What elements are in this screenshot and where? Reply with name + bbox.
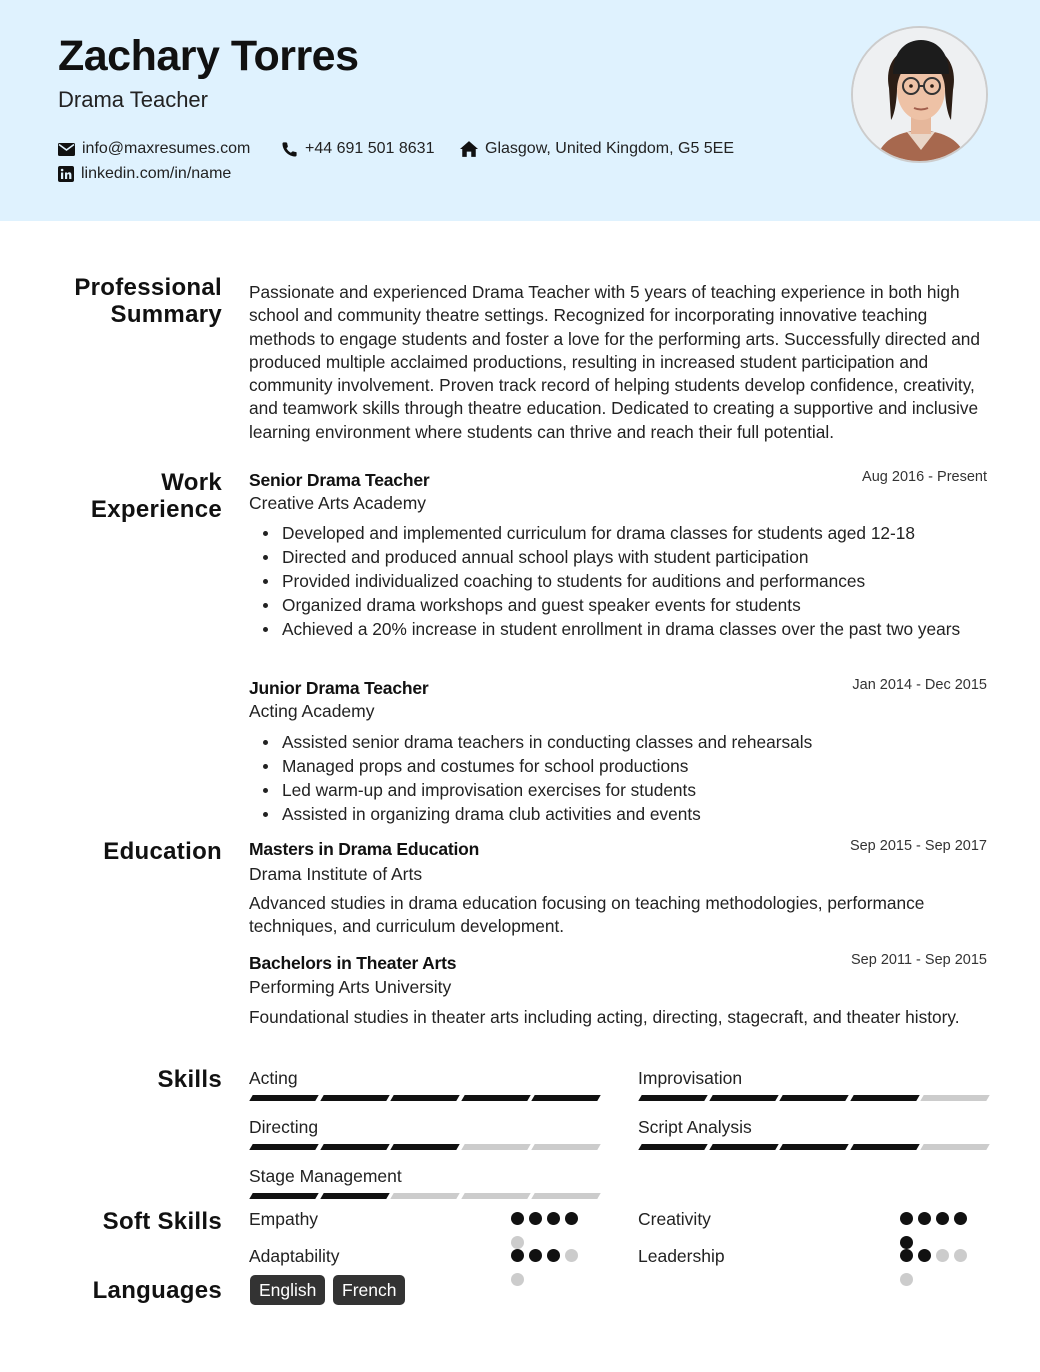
skill-level-segment — [249, 1095, 318, 1101]
section-heading-skills: Skills — [157, 1066, 222, 1093]
rating-dot — [936, 1212, 949, 1225]
list-item: Provided individualized coaching to students for auditions and performances — [263, 569, 1003, 593]
soft-skill-name: Adaptability — [249, 1246, 340, 1266]
list-item: Assisted in organizing drama club activities and events — [263, 802, 1003, 826]
edu-description: Foundational studies in theater arts including acting, directing, stagecraft, and theater history. — [249, 1007, 960, 1027]
job-bullet-list — [263, 521, 1003, 641]
list-item: Developed and implemented curriculum for drama classes for students aged 12-18 — [263, 521, 1003, 545]
rating-dot — [511, 1212, 524, 1225]
candidate-title: Drama Teacher — [58, 87, 208, 112]
edu-school: Drama Institute of Arts — [249, 864, 423, 884]
skill-level-segment — [249, 1193, 318, 1199]
contact-phone[interactable] — [281, 140, 434, 158]
edu-degree: Masters in Drama Education — [249, 839, 480, 859]
rating-dot — [918, 1249, 931, 1262]
job-company: Creative Arts Academy — [249, 493, 427, 513]
rating-dot — [936, 1249, 949, 1262]
candidate-name: Zachary Torres — [58, 32, 359, 80]
skill-level-bar — [251, 1193, 599, 1199]
skill-name: Script Analysis — [638, 1117, 752, 1137]
envelope-icon — [58, 143, 75, 156]
job-company: Acting Academy — [249, 701, 375, 721]
rating-dot — [511, 1249, 524, 1262]
phone-icon — [281, 141, 298, 158]
skill-level-bar — [251, 1095, 599, 1101]
home-icon — [460, 141, 478, 157]
skill-level-segment — [920, 1095, 989, 1101]
list-item: Managed props and costumes for school productions — [263, 754, 1003, 778]
skill-level-segment — [638, 1144, 707, 1150]
skill-level-segment — [390, 1144, 459, 1150]
soft-skill-name: Leadership — [638, 1246, 725, 1266]
language-badge: French — [333, 1275, 405, 1305]
job-title: Senior Drama Teacher — [249, 470, 430, 490]
rating-dot — [511, 1236, 524, 1249]
list-item: Assisted senior drama teachers in conducting classes and rehearsals — [263, 730, 1003, 754]
rating-dot — [900, 1212, 913, 1225]
skill-level-bar — [640, 1144, 988, 1150]
edu-dates: Sep 2015 - Sep 2017 — [849, 838, 987, 854]
skill-level-segment — [531, 1095, 600, 1101]
skill-level-bar — [640, 1095, 988, 1101]
skill-level-segment — [709, 1144, 778, 1150]
skill-level-segment — [249, 1144, 318, 1150]
rating-dot — [918, 1212, 931, 1225]
job-dates: Jan 2014 - Dec 2015 — [852, 677, 987, 693]
rating-dot — [565, 1249, 578, 1262]
skill-level-segment — [638, 1095, 707, 1101]
skill-level-segment — [320, 1193, 389, 1199]
skill-level-segment — [531, 1193, 600, 1199]
rating-dot — [529, 1249, 542, 1262]
rating-dot — [900, 1273, 913, 1286]
skill-level-segment — [320, 1144, 389, 1150]
linkedin-icon — [58, 166, 74, 182]
job-dates: Aug 2016 - Present — [862, 469, 987, 485]
section-heading-experience: Work Experience — [90, 469, 222, 523]
rating-dot — [547, 1249, 560, 1262]
edu-dates: Sep 2011 - Sep 2015 — [851, 952, 987, 968]
skill-level-segment — [461, 1095, 530, 1101]
skill-level-segment — [779, 1144, 848, 1150]
linkedin-text: linkedin.com/in/name — [81, 165, 232, 182]
rating-dot — [900, 1249, 913, 1262]
rating-dot — [547, 1212, 560, 1225]
skill-level-segment — [531, 1144, 600, 1150]
skill-level-bar — [251, 1144, 599, 1150]
edu-description: Advanced studies in drama education focusing on teaching methodologies, performance techniques, and curriculum development. — [249, 893, 925, 937]
section-heading-summary: Professional Summary — [74, 274, 222, 328]
profile-photo — [853, 28, 988, 163]
resume-header — [0, 0, 1040, 221]
edu-school: Performing Arts University — [249, 977, 452, 997]
skill-level-segment — [390, 1095, 459, 1101]
address-text: Glasgow, United Kingdom, G5 5EE — [485, 140, 735, 157]
rating-dot — [511, 1273, 524, 1286]
rating-dot — [954, 1212, 967, 1225]
skill-level-segment — [709, 1095, 778, 1101]
job-bullet-list — [263, 730, 1003, 826]
language-badge: English — [250, 1275, 325, 1305]
section-heading-languages: Languages — [92, 1277, 222, 1304]
list-item: Achieved a 20% increase in student enrollment in drama classes over the past two years — [263, 617, 1003, 641]
edu-degree: Bachelors in Theater Arts — [249, 953, 457, 973]
skill-level-segment — [320, 1095, 389, 1101]
rating-dot — [565, 1212, 578, 1225]
rating-dot — [900, 1236, 913, 1249]
contact-linkedin[interactable] — [58, 165, 231, 183]
section-heading-soft-skills: Soft Skills — [102, 1208, 222, 1235]
soft-skill-rating — [900, 1249, 972, 1297]
contact-email[interactable] — [58, 140, 250, 158]
contact-address — [460, 140, 734, 158]
skill-level-segment — [850, 1095, 919, 1101]
email-text: info@maxresumes.com — [82, 140, 251, 157]
summary-text: Passionate and experienced Drama Teacher with 5 years of teaching experience in both high school and community theatre settings. Recognized for incorporating innovative teaching methods to engage students and foster a love for the performing arts. Successfully directed and produced multiple acclaimed productions, resulting in increased student participation and community involvement. Proven track record of helping students develop confidence, creativity, and teamwork skills through theatre education. Dedicated to creating a supportive and inclusive learning environment where students can thrive and reach their full potential. — [249, 282, 981, 442]
list-item: Organized drama workshops and guest speaker events for students — [263, 593, 1003, 617]
list-item: Led warm-up and improvisation exercises for students — [263, 778, 1003, 802]
phone-text: +44 691 501 8631 — [305, 140, 435, 157]
skill-name: Acting — [249, 1068, 298, 1088]
job-title: Junior Drama Teacher — [249, 678, 429, 698]
skill-level-segment — [850, 1144, 919, 1150]
section-heading-education: Education — [103, 838, 222, 865]
skill-level-segment — [920, 1144, 989, 1150]
skill-name: Improvisation — [638, 1068, 743, 1088]
list-item: Directed and produced annual school plays with student participation — [263, 545, 1003, 569]
skill-name: Directing — [249, 1117, 319, 1137]
rating-dot — [529, 1212, 542, 1225]
skill-level-segment — [779, 1095, 848, 1101]
avatar — [851, 26, 988, 163]
skill-name: Stage Management — [249, 1166, 402, 1186]
skill-level-segment — [461, 1193, 530, 1199]
rating-dot — [954, 1249, 967, 1262]
soft-skill-name: Empathy — [249, 1209, 319, 1229]
skill-level-segment — [461, 1144, 530, 1150]
soft-skill-rating — [511, 1249, 583, 1297]
soft-skill-name: Creativity — [638, 1209, 711, 1229]
skill-level-segment — [390, 1193, 459, 1199]
